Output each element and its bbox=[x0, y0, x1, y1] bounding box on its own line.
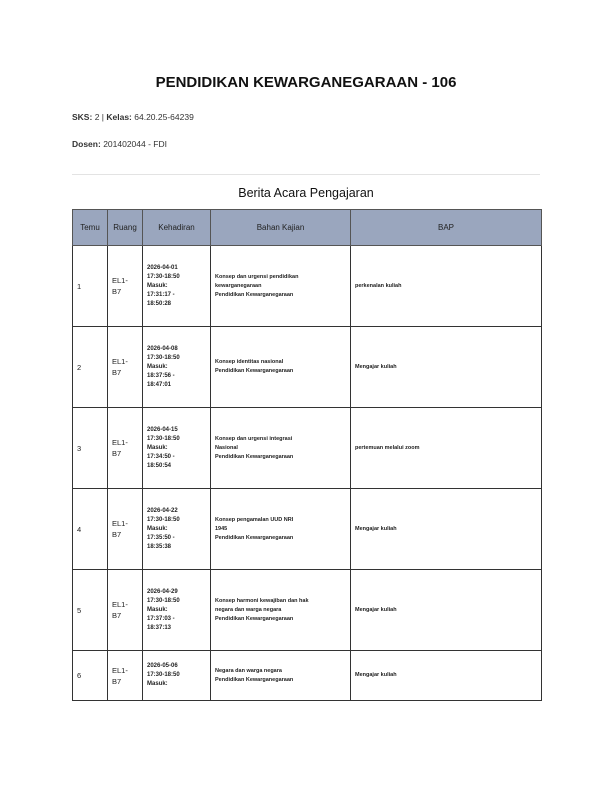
cell-kehadiran bbox=[143, 327, 211, 408]
cell-bahan-kajian-line: Pendidikan Kewarganegaraan bbox=[215, 368, 294, 374]
cell-bap: Mengajar kuliah bbox=[351, 570, 542, 651]
cell-bahan-kajian-line: Konsep harmoni kewajiban dan hak bbox=[215, 597, 309, 604]
course-meta bbox=[72, 112, 194, 122]
sks-label: SKS: bbox=[72, 112, 93, 122]
cell-bahan-kajian-line: Konsep pengamalan UUD NRI bbox=[215, 516, 294, 523]
lecturer-meta bbox=[72, 139, 167, 149]
cell-kehadiran-line: 18:37:56 - bbox=[147, 372, 175, 379]
cell-kehadiran bbox=[143, 651, 211, 701]
table-row bbox=[73, 489, 542, 570]
table-row bbox=[73, 570, 542, 651]
cell-bahan-kajian-line: Konsep dan urgensi integrasi bbox=[215, 435, 293, 442]
kelas-value: 64.20.25-64239 bbox=[134, 112, 194, 122]
cell-bap: Mengajar kuliah bbox=[351, 651, 542, 701]
table-row bbox=[73, 327, 542, 408]
cell-bahan-kajian-line: kewarganegaraan bbox=[215, 282, 262, 289]
cell-ruang-line: B7 bbox=[112, 449, 122, 458]
cell-kehadiran-line: 17:30-18:50 bbox=[147, 273, 180, 280]
cell-bahan-kajian bbox=[211, 489, 351, 570]
dosen-label: Dosen: bbox=[72, 139, 101, 149]
cell-ruang bbox=[108, 246, 143, 327]
cell-kehadiran-line: 18:47:01 bbox=[147, 381, 172, 388]
cell-ruang-line: EL1- bbox=[112, 519, 128, 528]
cell-ruang-line: EL1- bbox=[112, 357, 128, 366]
cell-kehadiran-line: 18:35:38 bbox=[147, 543, 172, 550]
cell-ruang bbox=[108, 651, 143, 701]
header-kehadiran: Kehadiran bbox=[143, 210, 211, 246]
cell-kehadiran-line: Masuk: bbox=[147, 681, 168, 687]
divider bbox=[72, 174, 540, 175]
cell-ruang-line: B7 bbox=[112, 287, 122, 296]
cell-bahan-kajian bbox=[211, 246, 351, 327]
cell-bahan-kajian bbox=[211, 408, 351, 489]
cell-bahan-kajian-line: Pendidikan Kewarganegaraan bbox=[215, 453, 294, 460]
cell-kehadiran-line: 2026-05-06 bbox=[147, 663, 178, 669]
table-row bbox=[73, 246, 542, 327]
cell-ruang-line: B7 bbox=[112, 676, 122, 686]
cell-kehadiran-line: Masuk: bbox=[147, 606, 168, 613]
cell-kehadiran-line: 17:35:50 - bbox=[147, 534, 175, 541]
cell-kehadiran-line: 2026-04-08 bbox=[147, 345, 178, 352]
bap-table bbox=[72, 209, 542, 701]
cell-bahan-kajian-line: Konsep identitas nasional bbox=[215, 359, 284, 365]
cell-ruang-line: B7 bbox=[112, 611, 122, 620]
cell-bahan-kajian bbox=[211, 570, 351, 651]
cell-ruang bbox=[108, 570, 143, 651]
cell-ruang bbox=[108, 489, 143, 570]
cell-kehadiran-line: 17:37:03 - bbox=[147, 615, 175, 622]
cell-ruang bbox=[108, 327, 143, 408]
cell-ruang-line: B7 bbox=[112, 368, 122, 377]
cell-kehadiran-line: 18:50:54 bbox=[147, 462, 172, 469]
cell-temu: 4 bbox=[73, 489, 108, 570]
cell-kehadiran bbox=[143, 570, 211, 651]
cell-temu: 2 bbox=[73, 327, 108, 408]
cell-bahan-kajian-line: negara dan warga negara bbox=[215, 606, 282, 613]
cell-bahan-kajian bbox=[211, 327, 351, 408]
cell-temu: 5 bbox=[73, 570, 108, 651]
cell-bap: Mengajar kuliah bbox=[351, 489, 542, 570]
cell-kehadiran-line: Masuk: bbox=[147, 525, 168, 532]
cell-bahan-kajian-line: 1945 bbox=[215, 525, 228, 532]
cell-kehadiran-line: 17:30-18:50 bbox=[147, 435, 180, 442]
cell-bap: perkenalan kuliah bbox=[351, 246, 542, 327]
cell-bahan-kajian-line: Negara dan warga negara bbox=[215, 667, 282, 674]
cell-ruang-line: EL1- bbox=[112, 600, 128, 609]
table-row bbox=[73, 408, 542, 489]
header-temu: Temu bbox=[73, 210, 108, 246]
cell-kehadiran-line: 17:30-18:50 bbox=[147, 354, 180, 361]
cell-kehadiran-line: 2026-04-29 bbox=[147, 588, 178, 595]
cell-ruang bbox=[108, 408, 143, 489]
cell-kehadiran-line: 17:30-18:50 bbox=[147, 597, 180, 604]
cell-kehadiran-line: 18:37:13 bbox=[147, 624, 172, 631]
kelas-label: Kelas: bbox=[106, 112, 132, 122]
cell-bahan-kajian-line: Pendidikan Kewarganegaraan bbox=[215, 615, 294, 622]
cell-kehadiran-line: Masuk: bbox=[147, 363, 168, 370]
cell-bahan-kajian bbox=[211, 651, 351, 701]
cell-kehadiran-line: 2026-04-01 bbox=[147, 264, 178, 271]
cell-kehadiran-line: 18:50:28 bbox=[147, 300, 172, 307]
cell-bahan-kajian-line: Konsep dan urgensi pendidikan bbox=[215, 273, 299, 280]
header-bahan-kajian: Bahan Kajian bbox=[211, 210, 351, 246]
cell-kehadiran-line: 2026-04-22 bbox=[147, 507, 178, 514]
cell-ruang-line: B7 bbox=[112, 530, 122, 539]
section-title: Berita Acara Pengajaran bbox=[238, 186, 374, 200]
table-row bbox=[73, 651, 542, 701]
cell-ruang-line: EL1- bbox=[112, 665, 128, 675]
page-title: PENDIDIKAN KEWARGANEGARAAN - 106 bbox=[155, 74, 457, 91]
cell-bahan-kajian-line: Pendidikan Kewarganegaraan bbox=[215, 291, 294, 298]
sks-value: 2 | bbox=[94, 112, 104, 122]
cell-ruang-line: EL1- bbox=[112, 438, 128, 447]
cell-bap: pertemuan melalui zoom bbox=[351, 408, 542, 489]
header-bap: BAP bbox=[351, 210, 542, 246]
cell-temu: 6 bbox=[73, 651, 108, 701]
cell-bahan-kajian-line: Pendidikan Kewarganegaraan bbox=[215, 676, 294, 683]
dosen-value: 201402044 - FDI bbox=[103, 139, 167, 149]
cell-kehadiran-line: 2026-04-15 bbox=[147, 426, 178, 433]
cell-kehadiran bbox=[143, 489, 211, 570]
cell-ruang-line: EL1- bbox=[112, 276, 128, 285]
cell-kehadiran-line: 17:34:50 - bbox=[147, 453, 175, 460]
table-header-row bbox=[73, 210, 542, 246]
cell-kehadiran-line: Masuk: bbox=[147, 444, 168, 451]
cell-kehadiran bbox=[143, 408, 211, 489]
cell-kehadiran-line: Masuk: bbox=[147, 282, 168, 289]
cell-kehadiran-line: 17:30-18:50 bbox=[147, 516, 180, 523]
cell-temu: 3 bbox=[73, 408, 108, 489]
cell-temu: 1 bbox=[73, 246, 108, 327]
cell-kehadiran bbox=[143, 246, 211, 327]
header-ruang: Ruang bbox=[108, 210, 143, 246]
cell-bahan-kajian-line: Pendidikan Kewarganegaraan bbox=[215, 534, 294, 541]
cell-bahan-kajian-line: Nasional bbox=[215, 444, 238, 451]
cell-bap: Mengajar kuliah bbox=[351, 327, 542, 408]
cell-kehadiran-line: 17:30-18:50 bbox=[147, 672, 180, 678]
cell-kehadiran-line: 17:31:17 - bbox=[147, 291, 175, 298]
